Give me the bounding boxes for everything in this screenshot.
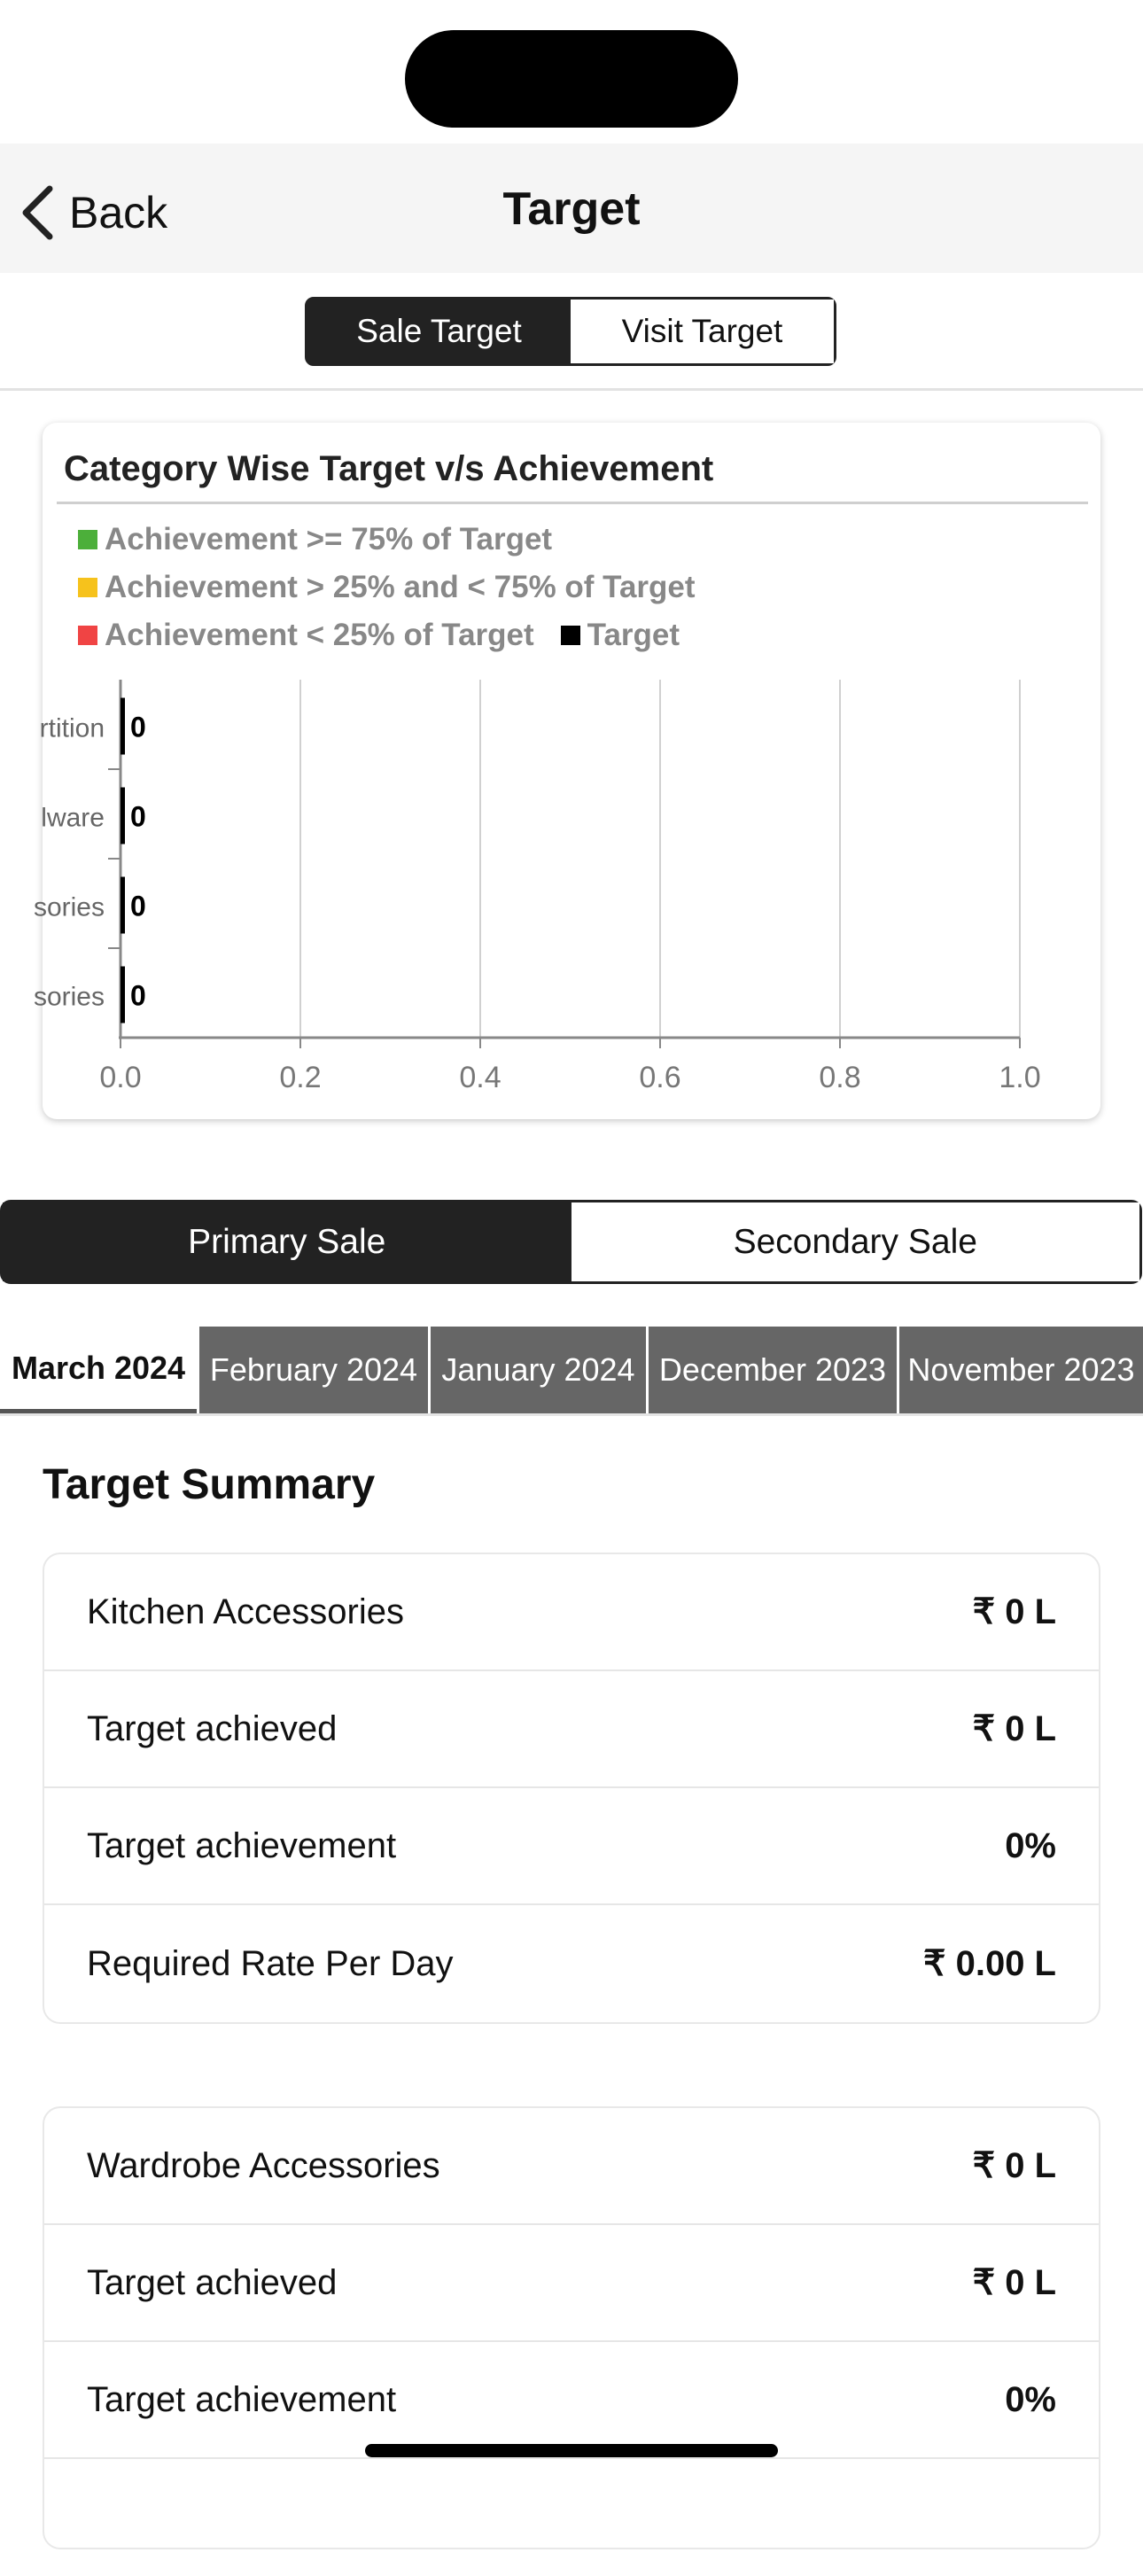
tab-sale-target[interactable]: Sale Target bbox=[307, 300, 571, 363]
legend-label: Achievement > 25% and < 75% of Target bbox=[105, 570, 696, 604]
row-value: 0% bbox=[1005, 2379, 1056, 2419]
legend-label: Achievement >= 75% of Target bbox=[105, 522, 553, 556]
y-category-label: rtition bbox=[39, 713, 105, 743]
row-label: Required Rate Per Day bbox=[87, 1943, 454, 1983]
x-tick-label: 1.0 bbox=[999, 1061, 1041, 1094]
x-tick-label: 0.4 bbox=[459, 1061, 502, 1094]
target-summary-title: Target Summary bbox=[43, 1461, 376, 1508]
tab-secondary-sale[interactable]: Secondary Sale bbox=[572, 1202, 1140, 1281]
row-label: Target achieved bbox=[87, 1708, 338, 1748]
summary-row-target-achieved bbox=[44, 2225, 1099, 2342]
target-bar bbox=[121, 698, 125, 755]
row-value: 0% bbox=[1005, 1825, 1056, 1865]
chart-card bbox=[33, 423, 1100, 1119]
summary-card bbox=[43, 2106, 1100, 2549]
row-label: Target achieved bbox=[87, 2262, 338, 2302]
bar-data-label: 0 bbox=[130, 979, 146, 1012]
sale-type-segmented-control bbox=[0, 1200, 1142, 1284]
tab-december-2023[interactable]: December 2023 bbox=[646, 1327, 897, 1413]
summary-row-target-achieved bbox=[44, 1671, 1099, 1788]
x-tick-label: 0.0 bbox=[99, 1061, 142, 1094]
row-value: ₹ 0 L bbox=[972, 1592, 1056, 1631]
row-label: Target achievement bbox=[87, 2379, 397, 2419]
summary-row-target-achievement bbox=[44, 1788, 1099, 1905]
row-label: Target achievement bbox=[87, 1825, 397, 1865]
page-title: Target bbox=[502, 183, 641, 235]
month-tabs bbox=[0, 1327, 1143, 1413]
row-label: Kitchen Accessories bbox=[87, 1592, 404, 1631]
tab-february-2024[interactable]: February 2024 bbox=[197, 1327, 428, 1413]
tab-march-2024[interactable]: March 2024 bbox=[0, 1327, 197, 1413]
x-tick-label: 0.2 bbox=[279, 1061, 322, 1094]
x-tick-label: 0.6 bbox=[639, 1061, 681, 1094]
tab-visit-target[interactable]: Visit Target bbox=[571, 300, 834, 363]
target-type-segmented-control bbox=[305, 297, 836, 366]
dynamic-island bbox=[405, 30, 738, 128]
row-value: ₹ 0 L bbox=[972, 2146, 1056, 2185]
bar-data-label: 0 bbox=[130, 800, 146, 833]
y-category-label: lware bbox=[41, 803, 105, 833]
target-bar bbox=[121, 967, 125, 1023]
tab-november-2023[interactable]: November 2023 bbox=[897, 1327, 1143, 1413]
summary-row-required-rate bbox=[44, 1905, 1099, 2022]
tab-january-2024[interactable]: January 2024 bbox=[428, 1327, 646, 1413]
tabs-divider bbox=[0, 1413, 1143, 1416]
summary-row-category bbox=[44, 1554, 1099, 1671]
summary-row-target-achievement bbox=[44, 2342, 1099, 2459]
bar-chart bbox=[33, 423, 1100, 1119]
chart-title: Category Wise Target v/s Achievement bbox=[64, 449, 714, 488]
y-category-label: sories bbox=[33, 892, 105, 922]
divider bbox=[0, 388, 1143, 391]
bar-data-label: 0 bbox=[130, 711, 146, 743]
row-value: ₹ 0.00 L bbox=[923, 1944, 1056, 1983]
back-label: Back bbox=[69, 188, 168, 237]
row-value: ₹ 0 L bbox=[972, 1709, 1056, 1748]
target-bar bbox=[121, 877, 125, 934]
summary-row-required-rate bbox=[44, 2459, 1099, 2576]
target-bar bbox=[121, 788, 125, 844]
summary-card bbox=[43, 1553, 1100, 2024]
home-indicator bbox=[365, 2444, 778, 2457]
x-tick-label: 0.8 bbox=[819, 1061, 861, 1094]
bar-data-label: 0 bbox=[130, 890, 146, 922]
row-label: Wardrobe Accessories bbox=[87, 2145, 440, 2185]
summary-row-category bbox=[44, 2108, 1099, 2225]
legend-label: Achievement < 25% of Target bbox=[105, 618, 534, 652]
legend-label: Target bbox=[587, 618, 680, 652]
row-value: ₹ 0 L bbox=[972, 2263, 1056, 2302]
tab-primary-sale[interactable]: Primary Sale bbox=[3, 1202, 572, 1281]
y-category-label: sories bbox=[33, 982, 105, 1012]
